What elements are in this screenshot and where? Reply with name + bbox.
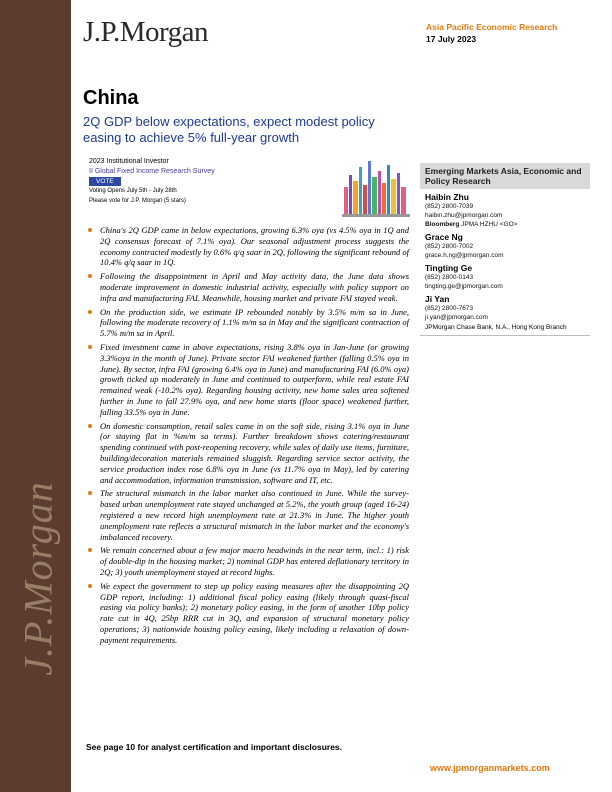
report-date: 17 July 2023 <box>426 34 477 44</box>
bloomberg-label: Bloomberg <box>425 221 460 228</box>
analyst-phone: (852) 2800-7039 <box>425 203 474 210</box>
analyst-email[interactable]: haibin.zhu@jpmorgan.com <box>425 212 503 219</box>
analyst-phone: (852) 2800-0143 <box>425 274 474 281</box>
report-type: Asia Pacific Economic Research <box>426 22 558 32</box>
list-item: The structural mismatch in the labor market also continued in June. While the survey-based urban unemployment rate stayed unchanged at 5.2%, the youth group (aged 16-24) registered a new record high unemployment rate at 21.3% in June. The higher youth unemployment rate reflects a structural mismatch in the labor market and the economy's imbalanced recovery. <box>86 488 409 542</box>
key-points-list <box>86 225 409 648</box>
bloomberg-ticker: JPMA HZHU <GO> <box>461 221 518 228</box>
banner-line4: Voting Opens July 5th - July 28th <box>89 188 177 194</box>
vote-button[interactable]: VOTE <box>89 177 121 186</box>
city-skyline-illustration <box>342 157 410 217</box>
list-item: On the production side, we estimate IP rebounded notably by 3.5% m/m sa in June, following the moderate recovery of 1.1% m/m sa in May and the significant contraction of 5.7% m/m sa in April. <box>86 307 409 339</box>
sidebar-watermark: J.P.Morgan <box>15 481 61 676</box>
analyst-email[interactable]: ji.yan@jpmorgan.com <box>425 314 488 321</box>
team-name: Emerging Markets Asia, Economic and Policy Research <box>420 163 590 189</box>
report-header <box>426 22 557 44</box>
list-item: Following the disappointment in April and May activity data, the June data shows moderate improvement in domestic industrial activity, especially with policy support on infra and manufacturing FAI. Meanwhile, housing market and private FAI stayed weak. <box>86 271 409 303</box>
analyst-name: Tingting Ge <box>425 263 473 273</box>
survey-banner[interactable] <box>86 157 410 219</box>
list-item: On domestic consumption, retail sales came in on the soft side, rising 3.1% oya in June (or staying flat in %m/m sa terms). Further breakdown shows catering/restaurant spending continued with post-reopening recovery, while sales of daily use items, furniture, building/decoration materials remained sluggish. Regarding service sector activity, the service production index rose 6.8% oya in June (vs 11.7% oya in May), led by catering and accommodation, information transmission, software and IT, etc. <box>86 421 409 486</box>
analyst-phone: (852) 2800-7002 <box>425 243 474 250</box>
analyst-email[interactable]: grace.h.ng@jpmorgan.com <box>425 252 504 259</box>
jpmorgan-logo: J.P.Morgan <box>83 16 208 48</box>
banner-line1: 2023 Institutional Investor <box>89 158 169 165</box>
analyst-phone: (852) 2800-7673 <box>425 305 474 312</box>
list-item: China's 2Q GDP came in below expectations, growing 6.3% oya (vs 4.5% oya in 1Q and 2Q consensus forecast of 7.1% oya). Our seasonal adjustment process suggests the economy contracted modestly by 0.6% q/q saar in 2Q, following the significant rebound of 10.4% q/q saar in 1Q. <box>86 225 409 268</box>
list-item: Fixed investment came in above expectations, rising 3.8% oya in Jan-June (or growing 3.3%oya in the month of June). Private sector FAI weakened further (falling 0.5% oya in June). By sector, infra FAI (growing 6.4% oya in June) and manufacturing FAI (6.0% oya) growth ticked up moderately in June and continued to outperform, while real estate FAI remained weak (-10.2% oya). Regarding housing activity, new home sales area softened further in June to fall 27.9% oya, and new home starts (floor space) weakened further, falling 33.5% oya in June. <box>86 342 409 418</box>
bank-entity: JPMorgan Chase Bank, N.A., Hong Kong Branch <box>425 324 567 331</box>
contacts-divider <box>420 335 590 336</box>
disclosure-note: See page 10 for analyst certification and important disclosures. <box>86 742 343 752</box>
analyst-name: Grace Ng <box>425 232 463 242</box>
sidebar-band <box>0 0 71 792</box>
banner-line2: II Global Fixed Income Research Survey <box>89 167 215 175</box>
analyst-contacts <box>420 163 590 336</box>
page-title: China <box>83 87 139 109</box>
analyst-email[interactable]: tingting.ge@jpmorgan.com <box>425 283 503 290</box>
list-item: We expect the government to step up policy easing measures after the disappointing 2Q GDP report, including: 1) additional fiscal policy easing (likely through quasi-fiscal easing via policy banks); 2) monetary policy easing, in the form of another 10bp policy rate cut in 4Q, 25bp RRR cut in 3Q, and expansion of structural monetary policy operations; 3) nationwide housing policy easing, likely including a relaxation of down-payment requirements. <box>86 581 409 646</box>
page-subtitle: 2Q GDP below expectations, expect modest policy easing to achieve 5% full-year growth <box>83 114 375 145</box>
banner-line5: Please vote for J.P. Morgan (5 stars) <box>89 197 186 204</box>
website-link[interactable]: www.jpmorganmarkets.com <box>430 763 550 773</box>
analyst-name: Ji Yan <box>425 294 450 304</box>
analyst-name: Haibin Zhu <box>425 192 469 202</box>
list-item: We remain concerned about a few major macro headwinds in the near term, incl.: 1) risk of double-dip in the housing market; 2) nominal GDP has entered deflationary territory in 2Q; 3) youth unemployment stayed at record highs. <box>86 545 409 577</box>
